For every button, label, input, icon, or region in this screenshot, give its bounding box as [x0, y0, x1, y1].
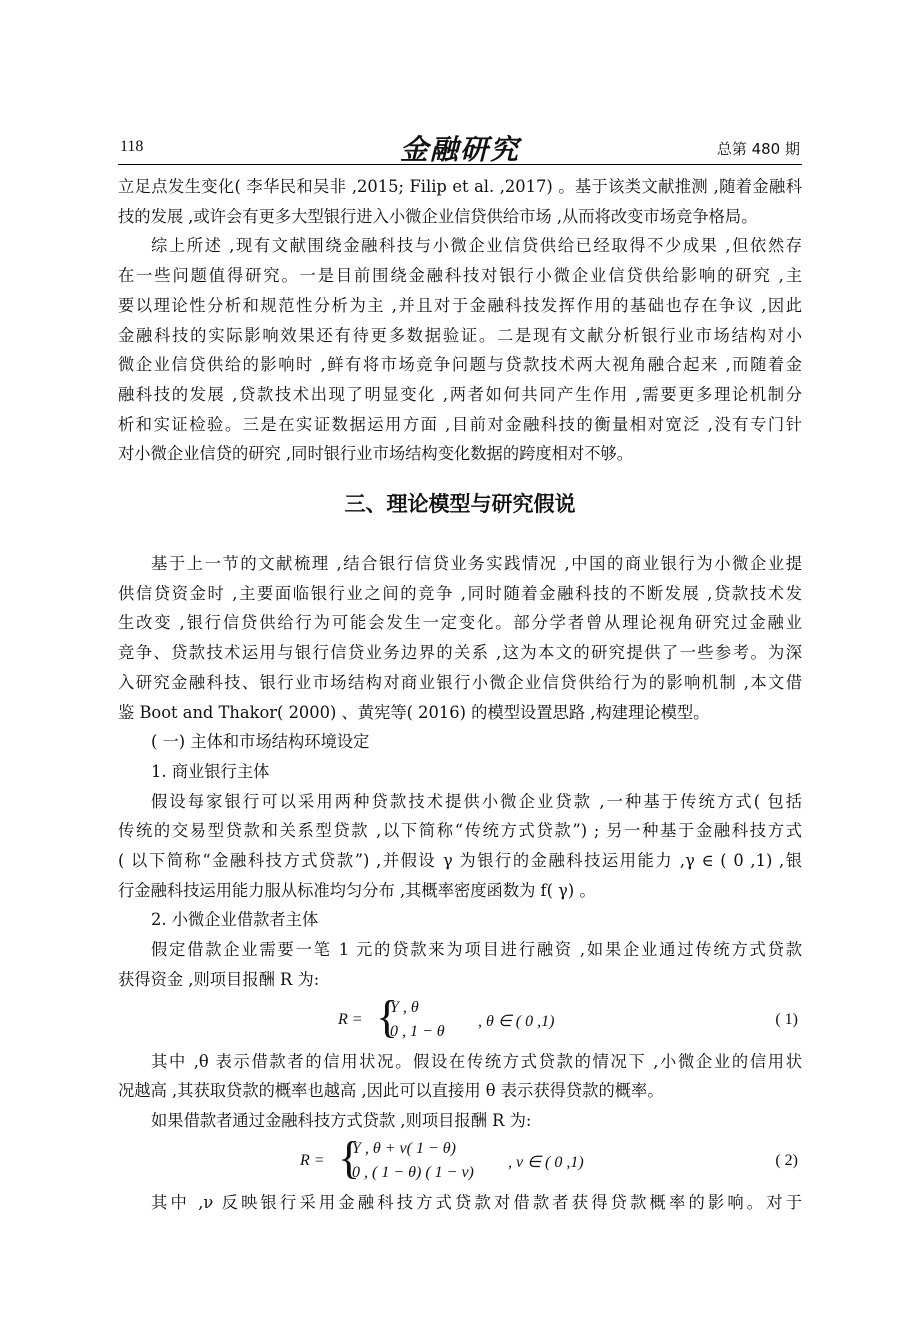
text-line: 微企业信贷供给的影响时 ,鲜有将市场竞争问题与贷款技术两大视角融合起来 ,而随着金 [118, 355, 802, 375]
equation-number: ( 2) [775, 1151, 798, 1169]
text-line: 行金融科技运用能力服从标准均匀分布 ,其概率密度函数为 f( γ) 。 [118, 880, 596, 900]
section-heading: 三、理论模型与研究假说 [344, 492, 576, 517]
text-line: 生改变 ,银行信贷供给行为可能会发生一定变化。部分学者曾从理论视角研究过金融业 [118, 613, 802, 633]
equation-number: ( 1) [775, 1010, 798, 1028]
text-line: 金融科技的实际影响效果还有待更多数据验证。二是现有文献分析银行业市场结构对小 [118, 325, 802, 345]
subsection-heading: ( 一) 主体和市场结构环境设定 [151, 732, 370, 752]
text-line: 融科技的发展 ,贷款技术出现了明显变化 ,两者如何共同产生作用 ,需要更多理论机制分 [118, 384, 802, 404]
text-line: 供信贷资金时 ,主要面临银行业之间的竞争 ,同时随着金融科技的不断发展 ,贷款技术发 [118, 583, 802, 603]
text-line: 获得资金 ,则项目报酬 R 为: [118, 969, 320, 989]
text-line: 如果借款者通过金融科技方式贷款 ,则项目报酬 R 为: [151, 1110, 532, 1130]
text-line: 假设每家银行可以采用两种贷款技术提供小微企业贷款 ,一种基于传统方式( 包括 [151, 791, 802, 811]
equation-condition: , ν ∈ ( 0 ,1) [508, 1153, 584, 1171]
text-line: 竞争、贷款技术运用与银行信贷业务边界的关系 ,这为本文的研究提供了一些参考。为深 [118, 643, 802, 663]
text-line: 鉴 Boot and Thakor( 2000) 、黄宪等( 2016) 的模型设置思路 ,构建理论模型。 [118, 702, 710, 722]
equation-case-1: Y , θ [390, 998, 419, 1016]
text-line: 入研究金融科技、银行业市场结构对商业银行小微企业信贷供给行为的影响机制 ,本文借 [118, 672, 802, 692]
equation-brace: { [338, 1131, 361, 1183]
equation-1 [118, 990, 802, 1047]
text-line: 析和实证检验。三是在实证数据运用方面 ,目前对金融科技的衡量相对宽泛 ,没有专门针 [118, 414, 802, 434]
equation-lhs: R = [338, 1010, 363, 1028]
text-line: 在一些问题值得研究。一是目前围绕金融科技对银行小微企业信贷供给影响的研究 ,主 [118, 266, 802, 286]
text-line: 况越高 ,其获取贷款的概率也越高 ,因此可以直接用 θ 表示获得贷款的概率。 [118, 1081, 664, 1101]
page-number: 118 [120, 138, 144, 155]
equation-2 [118, 1131, 802, 1188]
subsection-heading: 2. 小微企业借款者主体 [151, 910, 319, 930]
text-line: 技的发展 ,或许会有更多大型银行进入小微企业信贷供给市场 ,从而将改变市场竞争格局。 [118, 206, 758, 226]
equation-condition: , θ ∈ ( 0 ,1) [478, 1012, 555, 1030]
article-body [118, 172, 802, 1217]
equation-case-2: 0 , 1 − θ [390, 1022, 445, 1040]
journal-title: 金融研究 [399, 133, 520, 166]
equation-brace: { [376, 990, 399, 1042]
issue-number: 总第 480 期 [716, 140, 800, 158]
text-line: 要以理论性分析和规范性分析为主 ,并且对于金融科技发挥作用的基础也存在争议 ,因此 [118, 295, 802, 315]
text-line: 假定借款企业需要一笔 1 元的贷款来为项目进行融资 ,如果企业通过传统方式贷款 [151, 940, 802, 960]
equation-case-1: Y , θ + ν( 1 − θ) [352, 1139, 456, 1157]
equation-case-2: 0 , ( 1 − θ) ( 1 − ν) [352, 1163, 474, 1181]
text-line: 传统的交易型贷款和关系型贷款 ,以下简称“传统方式贷款”) ; 另一种基于金融科技方式 [118, 821, 802, 841]
text-line: 综上所述 ,现有文献围绕金融科技与小微企业信贷供给已经取得不少成果 ,但依然存 [151, 236, 802, 256]
text-line: 其中 ,θ 表示借款者的信用状况。假设在传统方式贷款的情况下 ,小微企业的信用状 [151, 1051, 802, 1071]
subsection-heading: 1. 商业银行主体 [151, 761, 270, 781]
equation-lhs: R = [300, 1151, 325, 1169]
text-line: 基于上一节的文献梳理 ,结合银行信贷业务实践情况 ,中国的商业银行为小微企业提 [151, 554, 802, 574]
text-line: 对小微企业信贷的研究 ,同时银行业市场结构变化数据的跨度相对不够。 [118, 444, 634, 464]
text-line: 其中 ,ν 反映银行采用金融科技方式贷款对借款者获得贷款概率的影响。对于 [151, 1192, 802, 1212]
text-line: ( 以下简称“金融科技方式贷款”) ,并假设 γ 为银行的金融科技运用能力 ,γ ∈ ( 0 ,1) ,银 [118, 851, 802, 871]
text-line: 立足点发生变化( 李华民和吴非 ,2015; Filip et al. ,2017) 。基于该类文献推测 ,随着金融科 [118, 177, 802, 196]
running-header [118, 128, 802, 165]
